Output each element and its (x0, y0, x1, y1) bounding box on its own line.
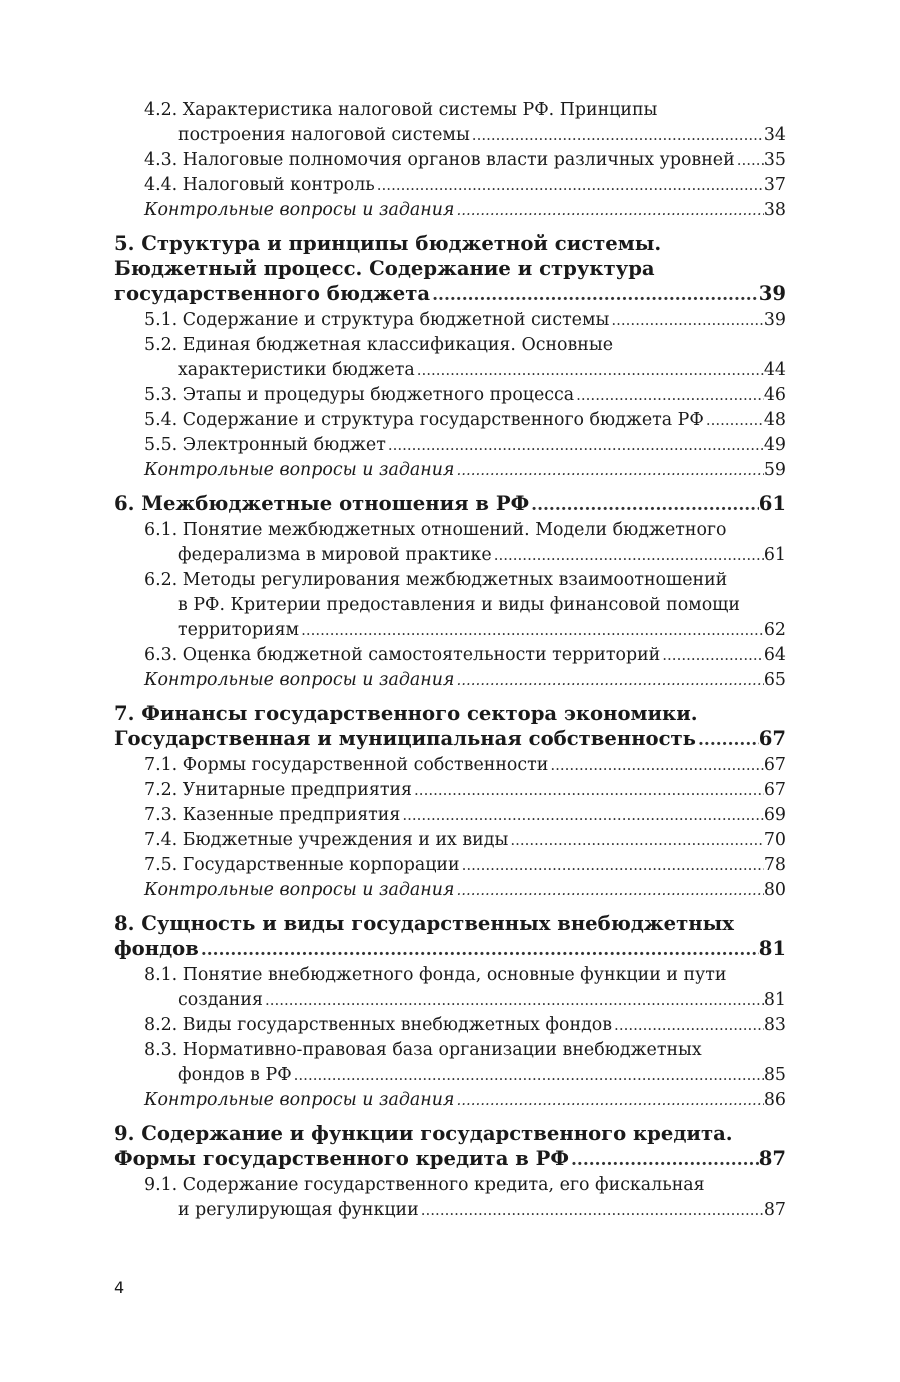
toc-page-number: 86 (763, 1090, 786, 1110)
toc-page-number: 65 (763, 670, 786, 690)
dot-leader (386, 433, 764, 458)
toc-questions (144, 668, 786, 693)
dot-leader (430, 283, 759, 308)
toc-line (114, 231, 786, 256)
toc-title-text: федерализма в мировой практике (178, 545, 492, 565)
toc-page-number: 38 (763, 200, 786, 220)
toc-page-number: 59 (763, 460, 786, 480)
toc-line (144, 383, 786, 408)
dot-leader (660, 643, 764, 668)
toc-title-text: 4.3. Налоговые полномочия органов власти различных уровней (144, 150, 735, 170)
toc-line (144, 988, 786, 1013)
toc-line (114, 1146, 786, 1173)
toc-chapter (114, 1121, 786, 1173)
dot-leader (454, 668, 763, 693)
dot-leader (704, 408, 764, 433)
toc-line (144, 543, 786, 568)
dot-leader (375, 173, 764, 198)
toc-page-number: 64 (763, 645, 786, 665)
toc-page-number: 83 (763, 1015, 786, 1035)
toc-line (144, 433, 786, 458)
dot-leader (400, 803, 764, 828)
toc-entry (144, 753, 786, 778)
toc-entry (144, 408, 786, 433)
toc-entry (144, 828, 786, 853)
page-number: 4 (114, 1278, 125, 1297)
toc-title-text: 5.1. Содержание и структура бюджетной системы (144, 310, 610, 330)
toc-page-number: 81 (763, 990, 786, 1010)
toc-page-number: 81 (758, 937, 786, 960)
toc-title-text: 7.3. Казенные предприятия (144, 805, 401, 825)
dot-leader (508, 828, 764, 853)
toc-title-text: 6.3. Оценка бюджетной самостоятельности территорий (144, 645, 661, 665)
toc-entry (144, 1013, 786, 1038)
toc-line (114, 701, 786, 726)
toc-entry (144, 853, 786, 878)
toc-entry (144, 173, 786, 198)
toc-page-number: 69 (763, 805, 786, 825)
toc-line (144, 1198, 786, 1223)
toc-page-number: 78 (763, 855, 786, 875)
dot-leader (454, 198, 763, 223)
toc-page-number: 87 (763, 1200, 786, 1220)
toc-title-text: Государственная и муниципальная собственность (114, 727, 696, 750)
toc-questions (144, 878, 786, 903)
dot-leader (454, 1088, 763, 1113)
toc-line (144, 753, 786, 778)
toc-line (144, 618, 786, 643)
toc-page-number: 61 (763, 545, 786, 565)
toc-title-text: 7. Финансы государственного сектора экономики. (114, 702, 698, 725)
toc-title-text: 8.3. Нормативно-правовая база организации внебюджетных (144, 1040, 702, 1060)
toc-title-text: 4.4. Налоговый контроль (144, 175, 375, 195)
toc-title-text: Контрольные вопросы и задания (144, 460, 455, 480)
toc-page-number: 67 (763, 755, 786, 775)
toc-line (144, 668, 786, 693)
toc-title-text: 5. Структура и принципы бюджетной системы. (114, 232, 662, 255)
toc-line (114, 936, 786, 963)
toc-title-text: 8.2. Виды государственных внебюджетных фондов (144, 1015, 613, 1035)
toc-line (144, 828, 786, 853)
table-of-contents (114, 98, 786, 1223)
toc-page-number: 46 (763, 385, 786, 405)
toc-line (144, 518, 786, 543)
toc-entry (144, 98, 786, 148)
toc-line (144, 878, 786, 903)
toc-title-text: 6.1. Понятие межбюджетных отношений. Модели бюджетного (144, 520, 727, 540)
toc-title-text: Формы государственного кредита в РФ (114, 1147, 569, 1170)
toc-title-text: 7.2. Унитарные предприятия (144, 780, 413, 800)
dot-leader (419, 1198, 764, 1223)
toc-page-number: 85 (763, 1065, 786, 1085)
toc-page-number: 39 (763, 310, 786, 330)
toc-entry (144, 518, 786, 568)
toc-entry (144, 308, 786, 333)
toc-line (114, 911, 786, 936)
toc-line (144, 458, 786, 483)
toc-chapter (114, 911, 786, 963)
toc-line (144, 1063, 786, 1088)
toc-title-text: построения налоговой системы (178, 125, 470, 145)
toc-questions (144, 198, 786, 223)
toc-page-number: 67 (763, 780, 786, 800)
toc-title-text: фондов (114, 937, 199, 960)
toc-title-text: Бюджетный процесс. Содержание и структура (114, 257, 655, 280)
toc-title-text: Контрольные вопросы и задания (144, 1090, 455, 1110)
dot-leader (454, 458, 763, 483)
toc-title-text: 5.2. Единая бюджетная классификация. Основные (144, 335, 614, 355)
toc-page-number: 67 (758, 727, 786, 750)
toc-title-text: 8. Сущность и виды государственных внебюджетных (114, 912, 734, 935)
toc-line (144, 1173, 786, 1198)
dot-leader (569, 1148, 759, 1173)
toc-page-number: 70 (763, 830, 786, 850)
toc-page-number: 44 (763, 360, 786, 380)
toc-line (144, 803, 786, 828)
toc-page-number: 39 (758, 282, 786, 305)
toc-line (114, 1121, 786, 1146)
toc-title-text: 8.1. Понятие внебюджетного фонда, основные функции и пути (144, 965, 727, 985)
toc-entry (144, 148, 786, 173)
dot-leader (454, 878, 763, 903)
dot-leader (199, 938, 759, 963)
toc-title-text: Контрольные вопросы и задания (144, 670, 455, 690)
toc-entry (144, 778, 786, 803)
dot-leader (299, 618, 764, 643)
toc-line (144, 408, 786, 433)
toc-chapter (114, 701, 786, 753)
toc-line (144, 148, 786, 173)
toc-page-number: 61 (758, 492, 786, 515)
dot-leader (529, 493, 759, 518)
toc-title-text: создания (178, 990, 263, 1010)
toc-page-number: 80 (763, 880, 786, 900)
dot-leader (470, 123, 764, 148)
toc-line (144, 123, 786, 148)
toc-title-text: 9. Содержание и функции государственного кредита. (114, 1122, 733, 1145)
toc-title-text: 4.2. Характеристика налоговой системы РФ. Принципы (144, 100, 658, 120)
toc-chapter (114, 231, 786, 308)
toc-title-text: государственного бюджета (114, 282, 431, 305)
toc-entry (144, 568, 786, 643)
toc-questions (144, 458, 786, 483)
toc-title-text: и регулирующая функции (178, 1200, 419, 1220)
toc-page-number: 87 (758, 1147, 786, 1170)
toc-line (114, 256, 786, 281)
toc-page-number: 48 (763, 410, 786, 430)
toc-title-text: 5.4. Содержание и структура государственного бюджета РФ (144, 410, 704, 430)
dot-leader (548, 753, 764, 778)
toc-entry (144, 1173, 786, 1223)
toc-line (144, 198, 786, 223)
dot-leader (609, 308, 764, 333)
toc-line (144, 778, 786, 803)
toc-title-text: 9.1. Содержание государственного кредита, его фискальная (144, 1175, 705, 1195)
toc-line (144, 173, 786, 198)
toc-line (144, 963, 786, 988)
toc-title-text: 5.3. Этапы и процедуры бюджетного процесса (144, 385, 575, 405)
toc-page-number: 34 (763, 125, 786, 145)
toc-questions (144, 1088, 786, 1113)
toc-title-text: 6. Межбюджетные отношения в РФ (114, 492, 530, 515)
toc-page-number: 37 (763, 175, 786, 195)
toc-title-text: территориям (178, 620, 300, 640)
toc-entry (144, 333, 786, 383)
toc-page-number: 35 (763, 150, 786, 170)
toc-title-text: в РФ. Критерии предоставления и виды финансовой помощи (178, 595, 740, 615)
toc-line (144, 593, 786, 618)
toc-line (144, 853, 786, 878)
toc-entry (144, 1038, 786, 1088)
dot-leader (492, 543, 764, 568)
toc-page-number: 62 (763, 620, 786, 640)
dot-leader (574, 383, 764, 408)
toc-entry (144, 433, 786, 458)
toc-entry (144, 963, 786, 1013)
toc-entry (144, 643, 786, 668)
dot-leader (735, 148, 764, 173)
dot-leader (263, 988, 764, 1013)
toc-entry (144, 383, 786, 408)
toc-line (144, 1088, 786, 1113)
toc-line (144, 358, 786, 383)
toc-title-text: характеристики бюджета (178, 360, 415, 380)
toc-line (144, 568, 786, 593)
toc-line (144, 333, 786, 358)
dot-leader (460, 853, 764, 878)
toc-line (144, 308, 786, 333)
toc-chapter (114, 491, 786, 518)
toc-title-text: фондов в РФ (178, 1065, 292, 1085)
dot-leader (412, 778, 764, 803)
toc-line (144, 1013, 786, 1038)
dot-leader (415, 358, 764, 383)
toc-title-text: 6.2. Методы регулирования межбюджетных взаимоотношений (144, 570, 728, 590)
toc-title-text: 7.4. Бюджетные учреждения и их виды (144, 830, 509, 850)
toc-line (144, 98, 786, 123)
toc-line (144, 643, 786, 668)
toc-entry (144, 803, 786, 828)
toc-line (144, 1038, 786, 1063)
toc-line (114, 281, 786, 308)
toc-title-text: 5.5. Электронный бюджет (144, 435, 386, 455)
toc-title-text: Контрольные вопросы и задания (144, 880, 455, 900)
toc-line (114, 726, 786, 753)
dot-leader (612, 1013, 764, 1038)
toc-title-text: 7.5. Государственные корпорации (144, 855, 460, 875)
toc-page-number: 49 (763, 435, 786, 455)
toc-title-text: Контрольные вопросы и задания (144, 200, 455, 220)
toc-line (114, 491, 786, 518)
toc-title-text: 7.1. Формы государственной собственности (144, 755, 549, 775)
dot-leader (292, 1063, 764, 1088)
dot-leader (696, 728, 759, 753)
